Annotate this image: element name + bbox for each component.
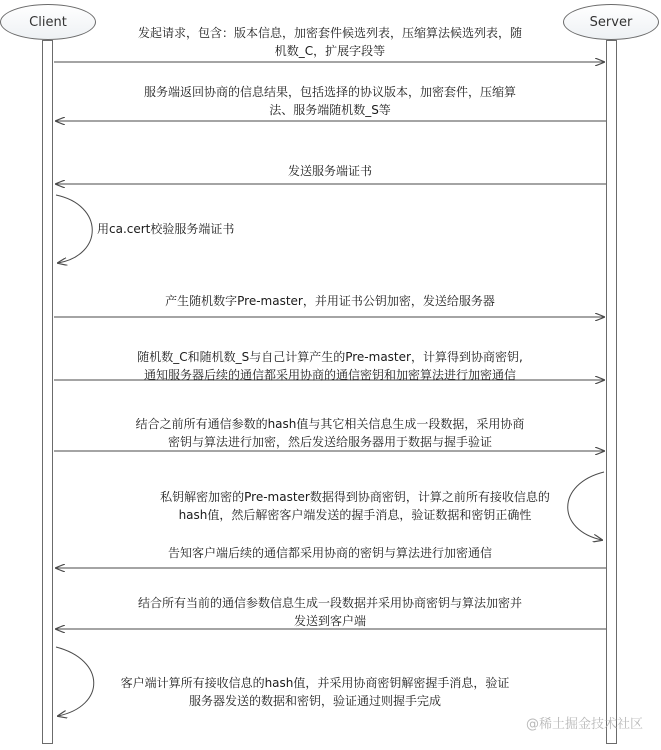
message-3 — [60, 162, 600, 180]
message-9 — [60, 544, 600, 562]
message-10-line-1: 结合所有当前的通信参数信息生成一段数据并采用协商密钥与算法加密并 — [137, 596, 522, 610]
message-10-line-2: 发送到客户端 — [293, 614, 366, 628]
message-7 — [60, 415, 600, 451]
message-5 — [60, 292, 600, 310]
message-6-line-2: 通知服务器后续的通信都采用协商的通信密钥和加密算法进行加密通信 — [143, 368, 516, 382]
message-1-line-2: 机数_C，扩展字段等 — [274, 44, 386, 58]
client-actor-label: Client — [29, 14, 67, 30]
message-7-line-1: 结合之前所有通信参数的hash值与其它相关信息生成一段数据，采用协商 — [135, 417, 525, 431]
message-8 — [110, 488, 600, 524]
message-7-line-2: 密钥与算法进行加密，然后发送给服务器用于数据与握手验证 — [167, 435, 492, 449]
message-2 — [60, 83, 600, 119]
server-actor-label: Server — [589, 14, 633, 30]
message-3-line-1: 发送服务端证书 — [287, 164, 372, 178]
message-8-line-1: 私钥解密加密的Pre-master数据得到协商密钥，计算之前所有接收信息的 — [160, 490, 550, 504]
watermark: @稀土掘金技术社区 — [525, 717, 643, 732]
message-1 — [60, 24, 600, 60]
arrow-msg-4 — [56, 195, 92, 263]
arrow-msg-11 — [56, 647, 94, 716]
message-4-line-1: 用ca.cert校验服务端证书 — [97, 222, 235, 236]
message-4 — [97, 220, 234, 238]
message-2-line-2: 法、服务端随机数_S等 — [269, 103, 391, 117]
message-8-line-2: hash值，然后解密客户端发送的握手消息，验证数据和密钥正确性 — [178, 508, 532, 522]
message-11-line-1: 客户端计算所有接收信息的hash值，并采用协商密钥解密握手消息，验证 — [120, 676, 510, 690]
message-6-line-1: 随机数_C和随机数_S与自己计算产生的Pre-master，计算得到协商密钥, — [137, 350, 523, 364]
message-11-line-2: 服务器发送的数据和密钥，验证通过则握手完成 — [188, 694, 441, 708]
message-5-line-1: 产生随机数字Pre-master，并用证书公钥加密，发送给服务器 — [165, 294, 495, 308]
message-11 — [90, 674, 540, 710]
message-10 — [60, 594, 600, 630]
message-2-line-1: 服务端返回协商的信息结果，包括选择的协议版本，加密套件，压缩算 — [143, 85, 516, 99]
message-6 — [60, 348, 600, 384]
message-9-line-1: 告知客户端后续的通信都采用协商的密钥与算法进行加密通信 — [167, 546, 492, 560]
message-1-line-1: 发起请求，包含：版本信息，加密套件候选列表，压缩算法候选列表，随 — [137, 26, 522, 40]
